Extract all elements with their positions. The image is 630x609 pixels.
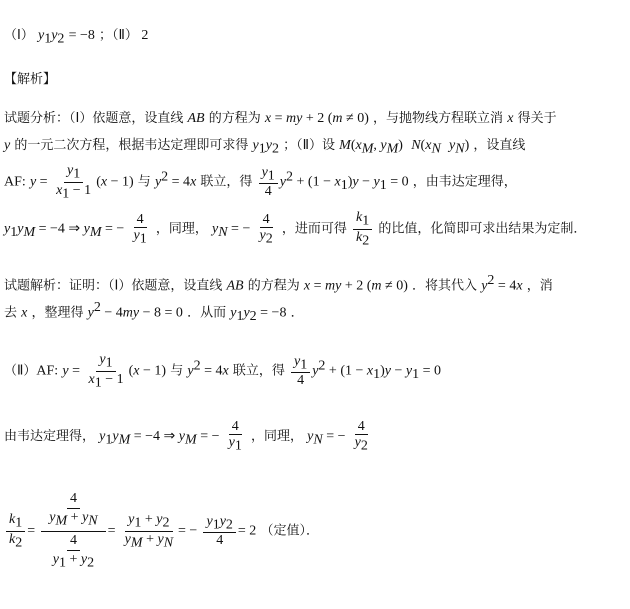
solution-label: 试题解析： [4,278,70,294]
answer-line: （Ⅰ） $y_1y_2 = -8$ ；（Ⅱ） 2 [4,28,149,47]
analysis-line-2: y 的一元二次方程，根据韦达定理即可求得 $y_1y_2$ ；（Ⅱ）设 $M(x_M$, $y_M$) $N(x_N$ $y_N$) ，设直线 [4,138,526,157]
analysis-line-3: AF: y = $\frac{y_1}{x_1 - 1}$ (x − 1) 与 $y^2 = 4x$ 联立，得 $\frac{y_1}{4}$ $y^2 + (1 - x_1)y - y_1 = 0$ ，由韦达定理得， [4,163,517,202]
analysis-line-1: 试题分析：（Ⅰ）依题意，设直线 AB 的方程为 x = my + 2 (m ≠ 0) ，与抛物线方程联立消 x 得关于 [4,111,557,126]
solution-line-4: 由韦达定理得， $y_1y_M = -4$ ⇒ $y_M$ = − $\frac{4}{y_1}$ ，同理， $y_N$ = − $\frac{4}{y_2}$ [4,419,368,454]
solution-line-2: 去 x ，整理得 $y^2 - 4my - 8 = 0$ ．从而 $y_1y_2 = -8$ ． [4,300,304,324]
solution-line-1: 试题解析：证明：（Ⅰ）依题意，设直线 AB 的方程为 x = my + 2 (m ≠ 0) ．将其代入 $y^2 = 4x$ ，消 [4,273,553,294]
analysis-label: 试题分析： [4,111,70,126]
analysis-line-4: $y_1y_M = -4$ ⇒ $y_M$ = − $\frac{4}{y_1}$ ，同理， $y_N$ = − $\frac{4}{y_2}$ ，进而可得 $\frac{k_1}{k_2}$ 的比值，化简即可求出结果为定制． [4,210,587,249]
solution-line-3: （Ⅱ）AF: y = $\frac{y_1}{x_1 - 1}$ (x − 1) 与 $y^2 = 4x$ 联立，得 $\frac{y_1}{4}$ $y^2 + (1 - x_1)y - y_1 = 0$ [4,352,442,391]
solution-line-5: $\frac{k_1}{k_2}$ = $\frac{\frac{4}{y_M + y_N}}{\frac{4}{y_1 + y_2}}$ = $\frac{y_1 + y_2}{y_M + y_N}$ = − $\frac{y_1y_2}{4}$ = 2 （定值）． [4,490,319,572]
section-heading: 【解析】 [4,72,57,87]
